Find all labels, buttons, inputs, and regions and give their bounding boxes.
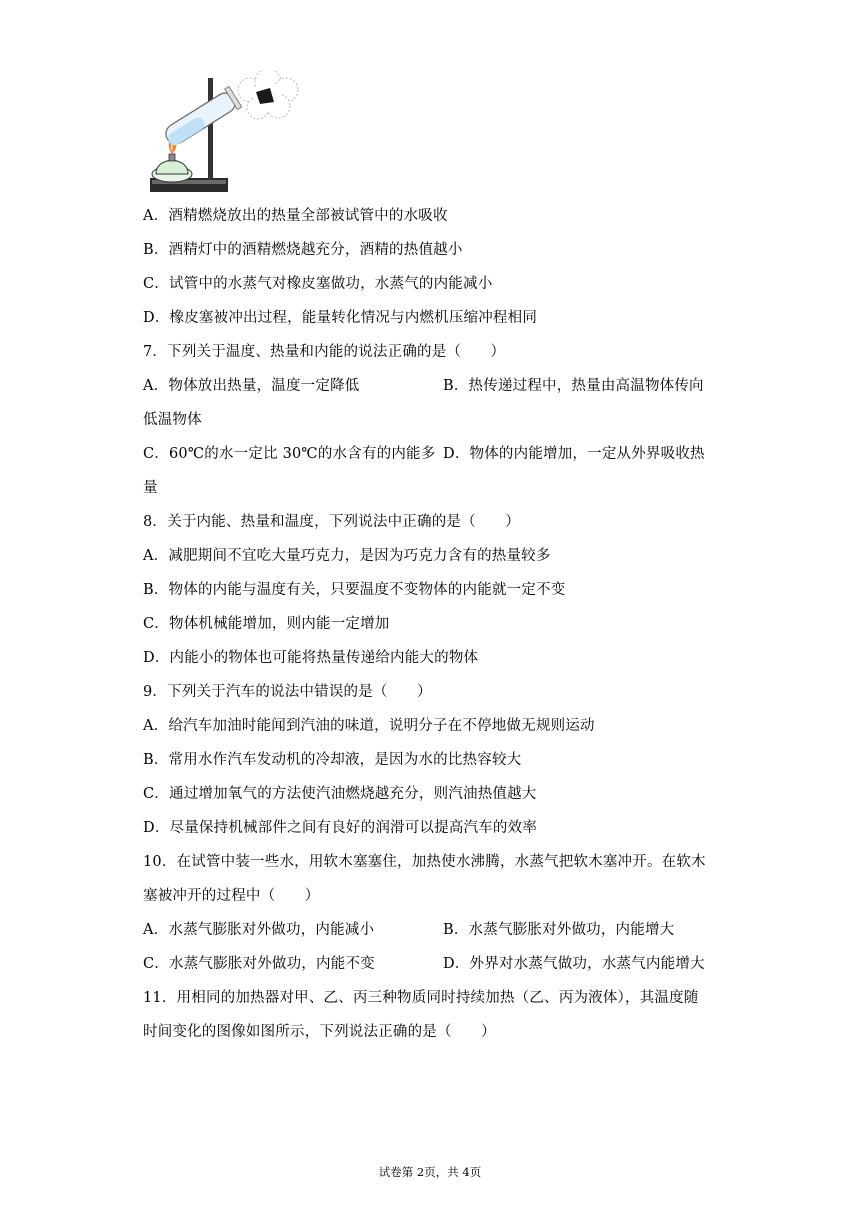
q8-option-a: A．减肥期间不宜吃大量巧克力，是因为巧克力含有的热量较多 — [143, 548, 551, 564]
q8-stem: 8．关于内能、热量和温度，下列说法中正确的是（ ） — [143, 514, 520, 530]
q11-stem: 11．用相同的加热器对甲、乙、丙三种物质同时持续加热（乙、丙为液体），其温度随 — [143, 990, 699, 1006]
q8-option-b: B．物体的内能与温度有关，只要温度不变物体的内能就一定不变 — [143, 582, 566, 598]
q9-option-c: C．通过增加氧气的方法使汽油燃烧越充分，则汽油热值越大 — [143, 786, 537, 802]
q6-option-a: A．酒精燃烧放出的热量全部被试管中的水吸收 — [143, 208, 448, 224]
q6-option-c: C．试管中的水蒸气对橡皮塞做功，水蒸气的内能减小 — [143, 276, 493, 292]
q7-option-c: C．60℃的水一定比 30℃的水含有的内能多 — [143, 446, 436, 462]
q9-stem: 9．下列关于汽车的说法中错误的是（ ） — [143, 684, 432, 700]
q7-option-b: B．热传递过程中，热量由高温物体传向 — [443, 378, 704, 394]
page-footer: 试卷第 2页，共 4页 — [378, 1165, 482, 1179]
test-tube — [161, 87, 242, 150]
q10-option-d: D．外界对水蒸气做功，水蒸气内能增大 — [443, 956, 705, 972]
q10-stem: 10．在试管中装一些水，用软木塞塞住，加热使水沸腾，水蒸气把软木塞冲开。在软木 — [143, 854, 706, 870]
test-tube-apparatus-figure — [140, 70, 320, 200]
q7-option-d-continued: 量 — [143, 480, 158, 496]
q10-stem-continued: 塞被冲开的过程中（ ） — [143, 888, 320, 904]
stand-rod — [208, 78, 213, 180]
q7-stem: 7．下列关于温度、热量和内能的说法正确的是（ ） — [143, 344, 506, 360]
q10-option-a: A．水蒸气膨胀对外做功，内能减小 — [143, 922, 375, 938]
q11-stem-continued: 时间变化的图像如图所示，下列说法正确的是（ ） — [143, 1024, 496, 1040]
q7-option-b-continued: 低温物体 — [143, 412, 202, 428]
q9-option-d: D．尽量保持机械部件之间有良好的润滑可以提高汽车的效率 — [143, 820, 538, 836]
alcohol-lamp — [156, 160, 188, 174]
q6-option-d: D．橡皮塞被冲出过程，能量转化情况与内燃机压缩冲程相同 — [143, 310, 538, 326]
q10-option-b: B．水蒸气膨胀对外做功，内能增大 — [443, 922, 675, 938]
q8-option-c: C．物体机械能增加，则内能一定增加 — [143, 616, 390, 632]
q10-option-c: C．水蒸气膨胀对外做功，内能不变 — [143, 956, 375, 972]
q9-option-a: A．给汽车加油时能闻到汽油的味道，说明分子在不停地做无规则运动 — [143, 718, 595, 734]
q7-option-d: D．物体的内能增加，一定从外界吸收热 — [443, 446, 705, 462]
q9-option-b: B．常用水作汽车发动机的冷却液，是因为水的比热容较大 — [143, 752, 522, 768]
q7-option-a: A．物体放出热量，温度一定降低 — [143, 378, 360, 394]
q6-option-b: B．酒精灯中的酒精燃烧越充分，酒精的热值越小 — [143, 242, 463, 258]
q8-option-d: D．内能小的物体也可能将热量传递给内能大的物体 — [143, 650, 479, 666]
